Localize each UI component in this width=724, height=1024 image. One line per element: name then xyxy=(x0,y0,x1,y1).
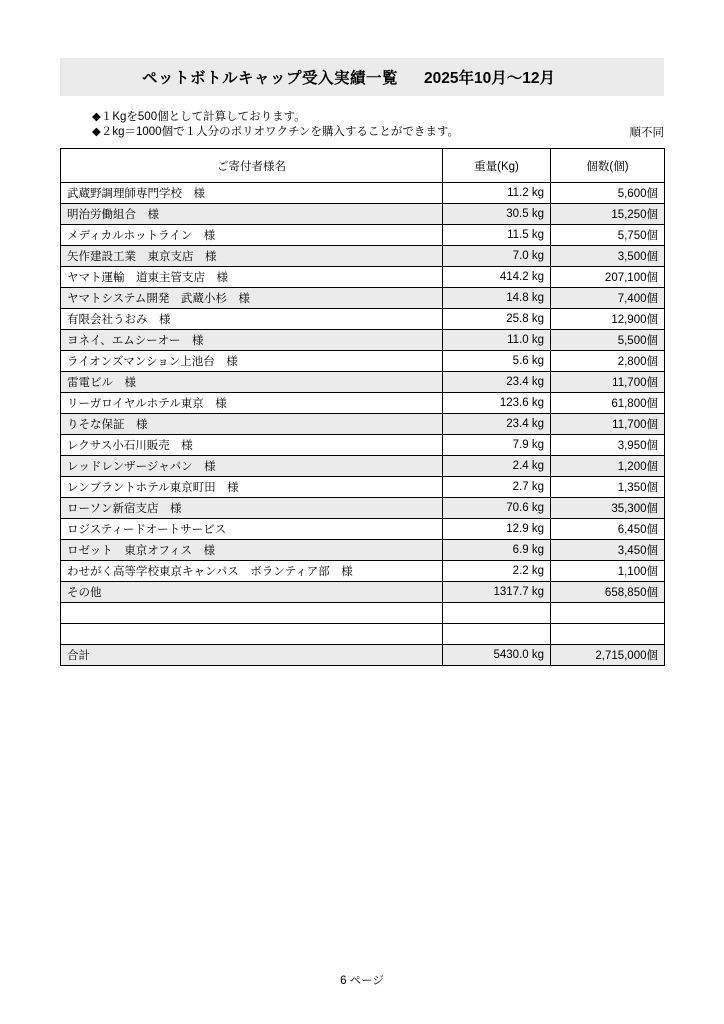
page-footer: 6 ページ xyxy=(340,975,384,987)
title-banner xyxy=(60,58,664,96)
cell-count: 1,350個 xyxy=(551,477,665,498)
cell-weight: 12.9 kg xyxy=(443,519,551,540)
table-row-total xyxy=(61,645,665,666)
cell-donor-name: その他 xyxy=(61,582,443,603)
table-row xyxy=(61,393,665,414)
cell-donor-name: ヤマト運輸 道東主管支店 様 xyxy=(61,267,443,288)
table-row xyxy=(61,561,665,582)
cell-donor-name: メディカルホットライン 様 xyxy=(61,225,443,246)
table-row xyxy=(61,309,665,330)
cell-count: 3,450個 xyxy=(551,540,665,561)
cell-weight: 2.4 kg xyxy=(443,456,551,477)
cell-donor-name: ヤマトシステム開発 武蔵小杉 様 xyxy=(61,288,443,309)
cell-weight: 5.6 kg xyxy=(443,351,551,372)
table-row-blank xyxy=(61,603,665,624)
cell-weight: 30.5 kg xyxy=(443,204,551,225)
table-row xyxy=(61,246,665,267)
column-header-count: 個数(個) xyxy=(551,149,665,183)
cell-blank xyxy=(551,624,665,645)
cell-weight: 14.8 kg xyxy=(443,288,551,309)
cell-donor-name: レクサス小石川販売 様 xyxy=(61,435,443,456)
cell-donor-name: 有限会社うおみ 様 xyxy=(61,309,443,330)
cell-weight: 7.9 kg xyxy=(443,435,551,456)
cell-donor-name: ヨネイ、エムシーオー 様 xyxy=(61,330,443,351)
cell-count: 6,450個 xyxy=(551,519,665,540)
cell-donor-name: レッドレンザージャパン 様 xyxy=(61,456,443,477)
cell-weight: 414.2 kg xyxy=(443,267,551,288)
table-row xyxy=(61,456,665,477)
table-row xyxy=(61,351,665,372)
table-row xyxy=(61,372,665,393)
cell-total-label: 合計 xyxy=(61,645,443,666)
table-row xyxy=(61,183,665,204)
cell-count: 3,500個 xyxy=(551,246,665,267)
cell-donor-name: りそな保証 様 xyxy=(61,414,443,435)
cell-weight: 6.9 kg xyxy=(443,540,551,561)
cell-count: 7,400個 xyxy=(551,288,665,309)
cell-donor-name: ロゼット 東京オフィス 様 xyxy=(61,540,443,561)
cell-count: 15,250個 xyxy=(551,204,665,225)
cell-count: 5,600個 xyxy=(551,183,665,204)
cell-donor-name: 武蔵野調理師専門学校 様 xyxy=(61,183,443,204)
cell-blank xyxy=(443,603,551,624)
cell-count: 5,500個 xyxy=(551,330,665,351)
table-header-row xyxy=(61,149,665,183)
order-note: 順不同 xyxy=(629,127,664,139)
cell-weight: 23.4 kg xyxy=(443,414,551,435)
cell-blank xyxy=(551,603,665,624)
column-header-name: ご寄付者様名 xyxy=(61,149,443,183)
table-row xyxy=(61,225,665,246)
cell-weight: 7.0 kg xyxy=(443,246,551,267)
cell-donor-name: 明治労働組合 様 xyxy=(61,204,443,225)
table-row xyxy=(61,267,665,288)
cell-count: 1,200個 xyxy=(551,456,665,477)
cell-weight: 23.4 kg xyxy=(443,372,551,393)
cell-total-count: 2,715,000個 xyxy=(551,645,665,666)
table-row xyxy=(61,204,665,225)
cell-count: 5,750個 xyxy=(551,225,665,246)
note-line-1: ◆１Kgを500個として計算しております。 xyxy=(92,111,306,123)
cell-count: 35,300個 xyxy=(551,498,665,519)
title-date-range: 2025年10月～12月 xyxy=(424,70,555,87)
cell-weight: 2.7 kg xyxy=(443,477,551,498)
cell-total-weight: 5430.0 kg xyxy=(443,645,551,666)
cell-weight: 70.6 kg xyxy=(443,498,551,519)
notes-block xyxy=(92,110,459,140)
cell-count: 11,700個 xyxy=(551,372,665,393)
column-header-weight: 重量(Kg) xyxy=(443,149,551,183)
cell-donor-name: レンブラントホテル東京町田 様 xyxy=(61,477,443,498)
cell-donor-name: 雷電ビル 様 xyxy=(61,372,443,393)
note-line-2: ◆２kg＝1000個で１人分のポリオワクチンを購入することができます。 xyxy=(92,126,459,138)
table-row xyxy=(61,519,665,540)
cell-weight: 123.6 kg xyxy=(443,393,551,414)
cell-donor-name: ライオンズマンション上池台 様 xyxy=(61,351,443,372)
cell-donor-name: わせがく高等学校東京キャンパス ボランティア部 様 xyxy=(61,561,443,582)
table-row xyxy=(61,330,665,351)
cell-weight: 11.0 kg xyxy=(443,330,551,351)
table-row xyxy=(61,498,665,519)
cell-weight: 2.2 kg xyxy=(443,561,551,582)
table-body xyxy=(61,183,665,666)
cell-count: 12,900個 xyxy=(551,309,665,330)
cell-count: 61,800個 xyxy=(551,393,665,414)
table-row xyxy=(61,477,665,498)
cell-count: 3,950個 xyxy=(551,435,665,456)
table-row xyxy=(61,540,665,561)
cell-donor-name: リーガロイヤルホテル東京 様 xyxy=(61,393,443,414)
cell-weight: 11.2 kg xyxy=(443,183,551,204)
cell-count: 658,850個 xyxy=(551,582,665,603)
cell-donor-name: ローソン新宿支店 様 xyxy=(61,498,443,519)
cell-count: 207,100個 xyxy=(551,267,665,288)
cell-weight: 1317.7 kg xyxy=(443,582,551,603)
cell-blank xyxy=(61,624,443,645)
table-row xyxy=(61,414,665,435)
cell-donor-name: 矢作建設工業 東京支店 様 xyxy=(61,246,443,267)
table-row-blank xyxy=(61,624,665,645)
table-row xyxy=(61,582,665,603)
cell-count: 1,100個 xyxy=(551,561,665,582)
cell-blank xyxy=(443,624,551,645)
cell-donor-name: ロジスティードオートサービス xyxy=(61,519,443,540)
cell-weight: 25.8 kg xyxy=(443,309,551,330)
cell-weight: 11.5 kg xyxy=(443,225,551,246)
table-row xyxy=(61,288,665,309)
cell-count: 2,800個 xyxy=(551,351,665,372)
cell-blank xyxy=(61,603,443,624)
donations-table xyxy=(60,148,665,666)
page-title: ペットボトルキャップ受入実績一覧 xyxy=(142,70,399,87)
cell-count: 11,700個 xyxy=(551,414,665,435)
table-row xyxy=(61,435,665,456)
